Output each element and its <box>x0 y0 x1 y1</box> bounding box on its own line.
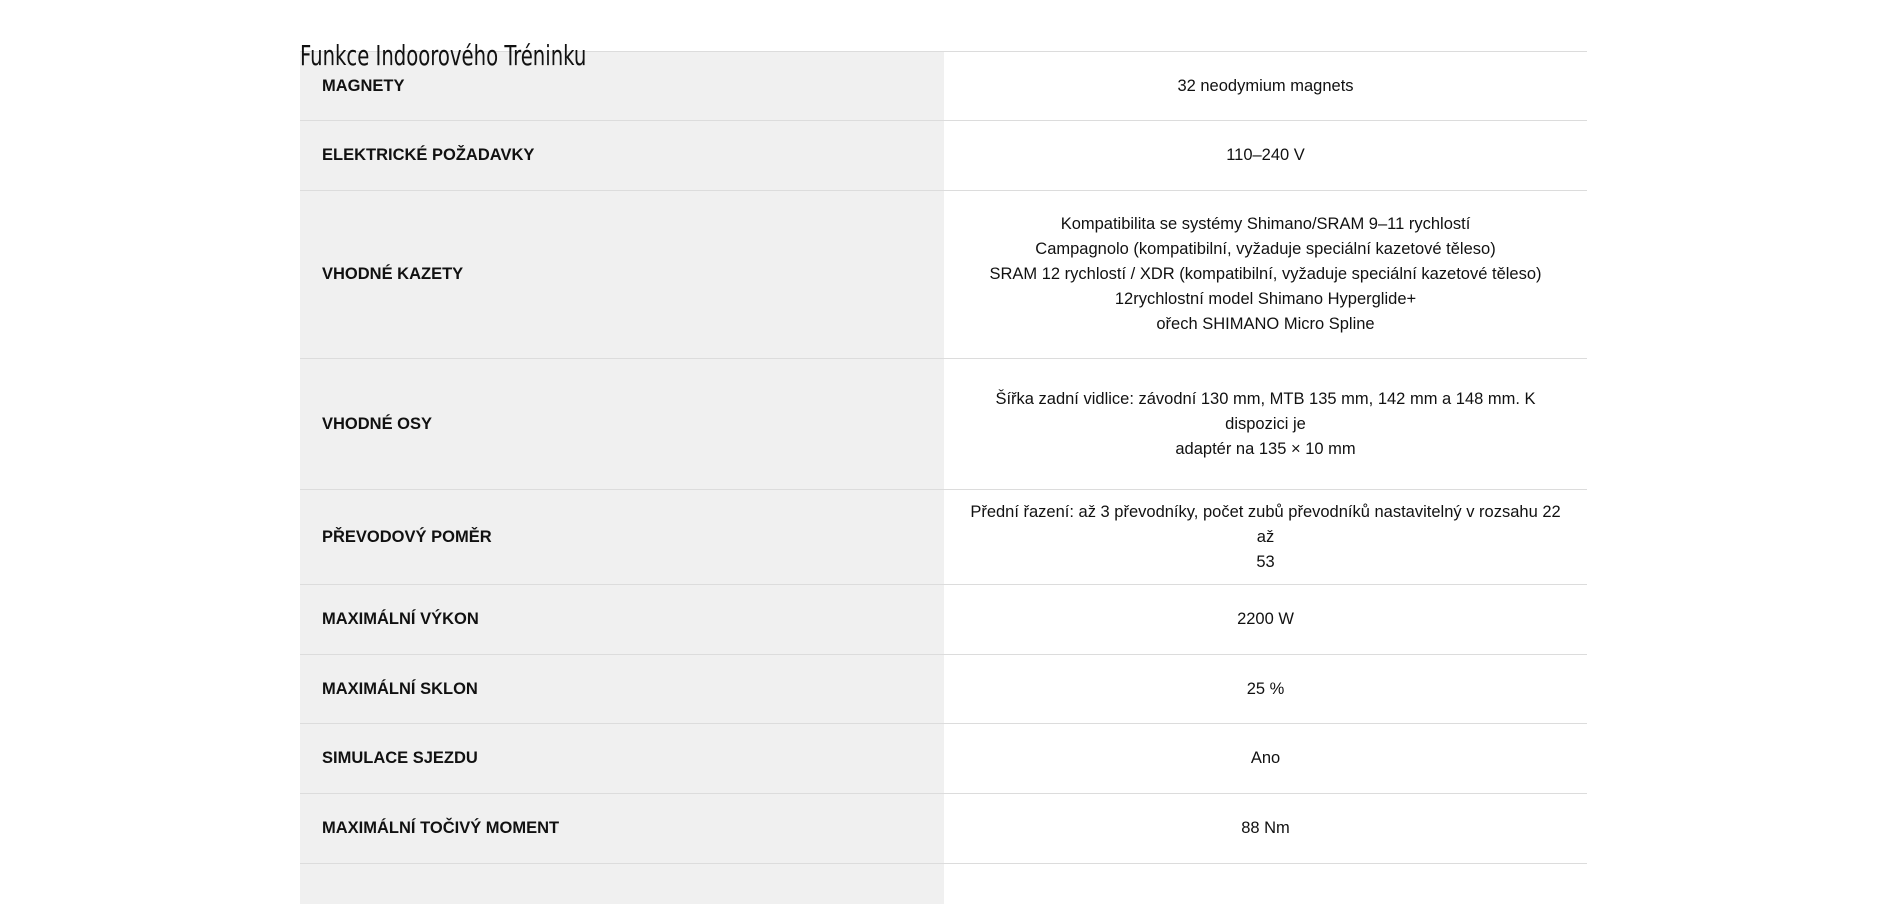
spec-value <box>944 359 1587 490</box>
spec-value <box>944 794 1587 864</box>
spec-value <box>944 52 1587 121</box>
table-row <box>300 655 1587 724</box>
spec-value-line: adaptér na 135 × 10 mm <box>1175 439 1356 458</box>
spec-value-line: Šířka zadní vidlice: závodní 130 mm, MTB 135 mm, 142 mm a 148 mm. K dispozici je <box>995 389 1536 433</box>
spec-label: MAXIMÁLNÍ TOČIVÝ MOMENT <box>300 794 944 864</box>
spec-label: MAXIMÁLNÍ SKLON <box>300 655 944 724</box>
table-row <box>300 121 1587 191</box>
spec-label: VHODNÉ KAZETY <box>300 191 944 359</box>
spec-value <box>944 490 1587 585</box>
spec-value-line: 88 Nm <box>1241 819 1290 837</box>
table-row <box>300 191 1587 359</box>
spec-value <box>944 724 1587 794</box>
spec-value <box>944 121 1587 191</box>
spec-value-line: Kompatibilita se systémy Shimano/SRAM 9–11 rychlostí <box>1060 215 1471 233</box>
spec-value-line: Přední řazení: až 3 převodníky, počet zubů převodníků nastavitelný v rozsahu 22 až <box>970 502 1561 546</box>
table-row <box>300 490 1587 585</box>
spec-label: SIMULACE SJEZDU <box>300 724 944 794</box>
spec-value-line: 53 <box>1256 552 1275 571</box>
spec-section <box>300 0 1587 904</box>
table-row <box>300 585 1587 655</box>
spec-value-line: 25 % <box>1246 679 1285 698</box>
spec-table <box>300 51 1587 904</box>
table-row <box>300 794 1587 864</box>
table-row <box>300 724 1587 794</box>
spec-value <box>944 585 1587 655</box>
spec-value <box>944 191 1587 359</box>
table-row <box>300 359 1587 490</box>
spec-value-line: 32 neodymium magnets <box>1177 76 1354 95</box>
spec-value-line: 110–240 V <box>1226 146 1305 164</box>
spec-value <box>944 655 1587 724</box>
spec-label: VHODNÉ OSY <box>300 359 944 490</box>
spec-value-line: 2200 W <box>1237 610 1294 628</box>
spec-value <box>944 864 1587 904</box>
section-title: Funkce Indoorového Tréninku <box>300 39 587 72</box>
spec-value-line: Ano <box>1250 749 1281 767</box>
spec-value-line: Campagnolo (kompatibilní, vyžaduje speciální kazetové těleso) <box>1035 240 1496 258</box>
spec-label: ELEKTRICKÉ POŽADAVKY <box>300 121 944 191</box>
spec-label: MAGNETY <box>300 52 944 121</box>
table-row <box>300 864 1587 904</box>
spec-label: PŘEVODOVÝ POMĚR <box>300 490 944 585</box>
spec-value-line: ořech SHIMANO Micro Spline <box>1156 315 1375 333</box>
spec-label <box>300 864 944 904</box>
spec-label: MAXIMÁLNÍ VÝKON <box>300 585 944 655</box>
spec-value-line: SRAM 12 rychlostí / XDR (kompatibilní, vyžaduje speciální kazetové těleso) <box>989 265 1542 283</box>
spec-value-line: 12rychlostní model Shimano Hyperglide+ <box>1114 290 1417 308</box>
